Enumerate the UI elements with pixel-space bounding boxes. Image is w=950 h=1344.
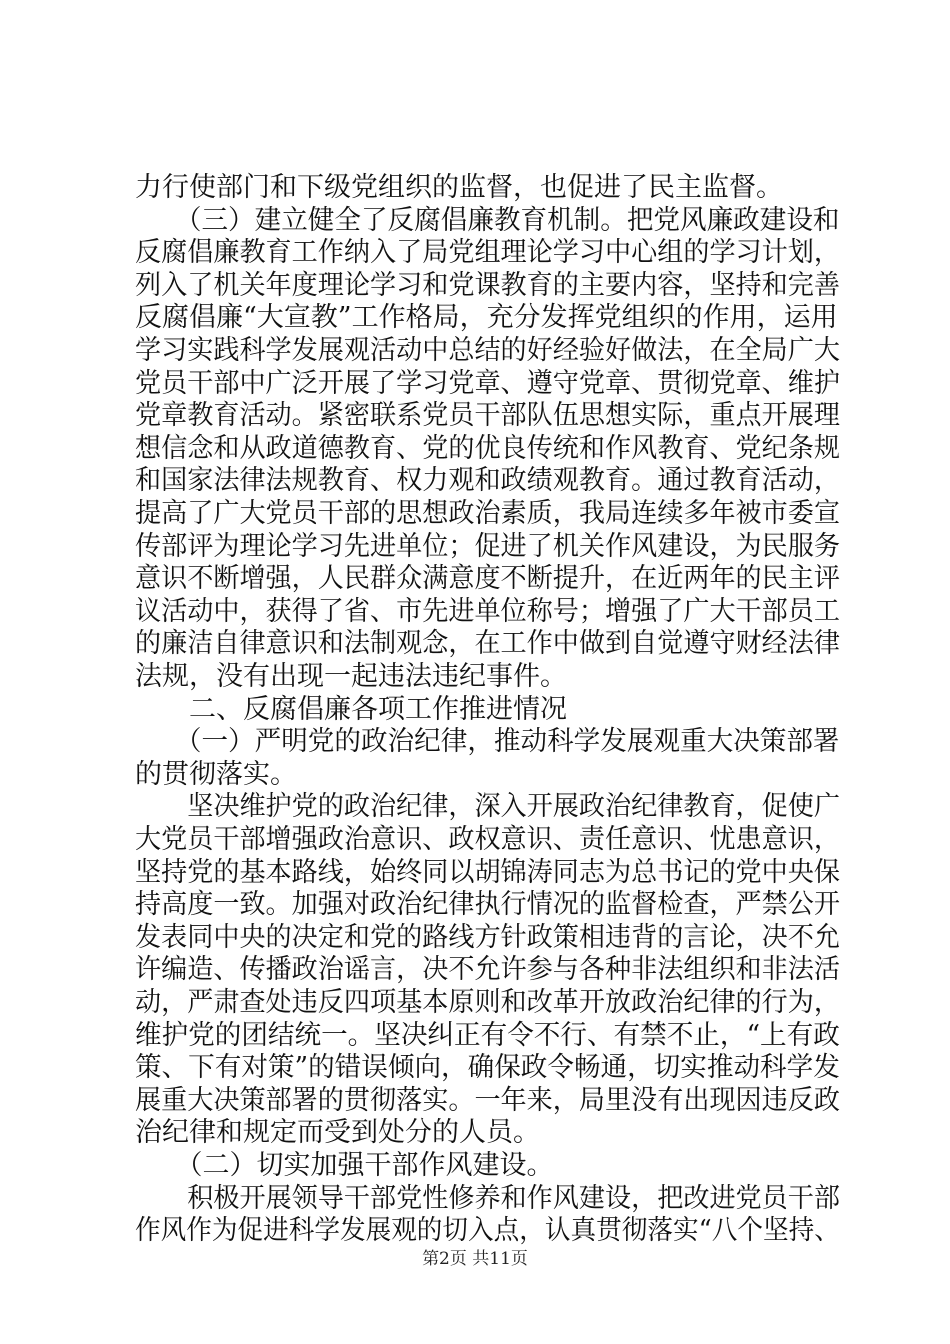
text-line: 二、反腐倡廉各项工作推进情况 bbox=[135, 693, 567, 725]
text-line: （二）切实加强干部作风建设。 bbox=[135, 1150, 554, 1181]
text-line: 动，严肃查处违反四项基本原则和改革开放政治纪律的行为， bbox=[135, 987, 840, 1018]
text-line: 的廉洁自律意识和法制观念，在工作中做到自觉遵守财经法律 bbox=[135, 628, 840, 660]
text-line: 想信念和从政道德教育、党的优良传统和作风教育、党纪条规 bbox=[135, 432, 840, 464]
text-line: 治纪律和规定而受到处分的人员。 bbox=[135, 1117, 540, 1149]
text-line: 党章教育活动。紧密联系党员干部队伍思想实际，重点开展理 bbox=[135, 400, 840, 432]
text-line: 和国家法律法规教育、权力观和政绩观教育。通过教育活动， bbox=[135, 465, 840, 497]
text-line: 提高了广大党员干部的思想政治素质，我局连续多年被市委宣 bbox=[135, 498, 840, 529]
text-line: 力行使部门和下级党组织的监督，也促进了民主监督。 bbox=[135, 172, 783, 203]
text-line: 的贯彻落实。 bbox=[135, 758, 297, 790]
text-line: 议活动中，获得了省、市先进单位称号；增强了广大干部员工 bbox=[135, 595, 840, 627]
text-line: 学习实践科学发展观活动中总结的好经验好做法，在全局广大 bbox=[135, 335, 840, 366]
text-line: 积极开展领导干部党性修养和作风建设，把改进党员干部 bbox=[135, 1182, 840, 1214]
text-line: 党员干部中广泛开展了学习党章、遵守党章、贯彻党章、维护 bbox=[135, 367, 840, 399]
text-line: 坚决维护党的政治纪律，深入开展政治纪律教育，促使广 bbox=[135, 791, 840, 823]
text-line: 发表同中央的决定和党的路线方针政策相违背的言论，决不允 bbox=[135, 921, 840, 953]
text-line: 传部评为理论学习先进单位；促进了机关作风建设，为民服务 bbox=[135, 530, 840, 562]
text-line: （三）建立健全了反腐倡廉教育机制。把党风廉政建设和 bbox=[135, 204, 840, 236]
text-line: 坚持党的基本路线，始终同以胡锦涛同志为总书记的党中央保 bbox=[135, 856, 840, 888]
text-line: 策、下有对策”的错误倾向，确保政令畅通，切实推动科学发 bbox=[135, 1052, 840, 1084]
text-line: 法规，没有出现一起违法违纪事件。 bbox=[135, 661, 567, 692]
text-line: 作风作为促进科学发展观的切入点，认真贯彻落实“八个坚持、 bbox=[135, 1215, 840, 1247]
text-line: 意识不断增强，人民群众满意度不断提升，在近两年的民主评 bbox=[135, 563, 840, 595]
text-line: 许编造、传播政治谣言，决不允许参与各种非法组织和非法活 bbox=[135, 954, 840, 986]
text-line: 大党员干部增强政治意识、政权意识、责任意识、忧患意识， bbox=[135, 824, 840, 855]
text-line: 反腐倡廉“大宣教”工作格局，充分发挥党组织的作用，运用 bbox=[135, 302, 838, 334]
text-line: （一）严明党的政治纪律，推动科学发展观重大决策部署 bbox=[135, 726, 840, 758]
page-footer: 第2页 共11页 bbox=[422, 1249, 528, 1269]
text-line: 反腐倡廉教育工作纳入了局党组理论学习中心组的学习计划， bbox=[135, 237, 840, 269]
text-line: 列入了机关年度理论学习和党课教育的主要内容，坚持和完善 bbox=[135, 269, 840, 301]
text-line: 展重大决策部署的贯彻落实。一年来，局里没有出现因违反政 bbox=[135, 1084, 840, 1116]
text-line: 持高度一致。加强对政治纪律执行情况的监督检查，严禁公开 bbox=[135, 889, 840, 921]
text-line: 维护党的团结统一。坚决纠正有令不行、有禁不止，“上有政 bbox=[135, 1019, 840, 1051]
